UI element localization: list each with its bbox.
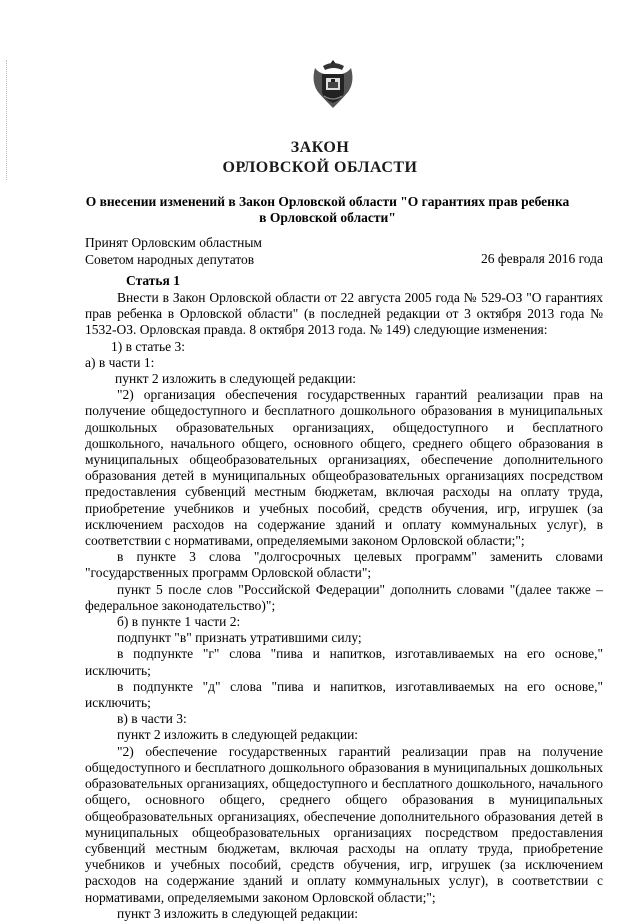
article-body (85, 290, 603, 922)
paragraph: в подпункте "г" слова "пива и напитков, изготавливаемых на его основе," исключить; (85, 646, 603, 678)
paragraph: "2) обеспечение государственных гарантий реализации прав на получение общедоступного и бесплатного дошкольного образования в муниципальных дошкольных образовательных организациях, общедоступного и бесплатного дошкольного, начального общего, основного общего, среднего общего образования в муниципальных общеобразовательных организациях, обеспечение дополнительного образования детей в муниципальных общеобразовательных организациях посредством предоставления субвенций местным бюджетам, включая расходы на оплату труда, приобретение учебников и учебных пособий, средств обучения, игр, игрушек (за исключением расходов на содержание зданий и оплату коммунальных услуг), в соответствии с нормативами, определяемыми законом Орловской области;"; (85, 743, 603, 905)
paragraph: б) в пункте 1 части 2: (117, 614, 241, 630)
paragraph: пункт 2 изложить в следующей редакции: (115, 371, 357, 387)
paragraph: в подпункте "д" слова "пива и напитков, изготавливаемых на его основе," исключить; (85, 678, 603, 711)
paragraph: пункт 3 изложить в следующей редакции: (117, 905, 359, 921)
law-subject-line: О внесении изменений в Закон Орловской области "О гарантиях прав ребенка (85, 194, 570, 209)
paragraph: пункт 2 изложить в следующей редакции: (117, 727, 359, 743)
law-region-title: ОРЛОВСКОЙ ОБЛАСТИ (222, 159, 418, 176)
paragraph: 1) в статье 3: (111, 338, 185, 354)
paragraph: в пункте 3 слова "долгосрочных целевых программ" заменить словами "государственных программ Орловской области"; (85, 549, 603, 581)
law-title: ЗАКОН (290, 139, 350, 156)
law-subject (70, 194, 585, 226)
paragraph: а) в части 1: (85, 354, 155, 370)
paragraph: Внести в Закон Орловской области от 22 августа 2005 года № 529-ОЗ "О гарантиях прав ребенка в Орловской области" (в последней редакции от 3 октября 2013 года № 1532-ОЗ. Орловская правда. 8 октября 2013 года. № 149) следующие изменения: (85, 290, 603, 338)
article-heading: Статья 1 (126, 273, 180, 288)
adoption-statement (85, 234, 262, 268)
paragraph: подпункт "в" признать утратившими силу; (117, 630, 362, 646)
paragraph: "2) организация обеспечения государственных гарантий реализации прав на получение общедоступного и бесплатного дошкольного образования в муниципальных дошкольных образовательных организациях, общедоступного и бесплатного дошкольного, начального общего, основного общего, среднего общего образования в муниципальных общеобразовательных организациях, обеспечение дополнительного образования детей в муниципальных общеобразовательных организациях посредством предоставления субвенций местным бюджетам, включая расходы на оплату труда, приобретение учебников и учебных пособий, средств обучения, игр, игрушек (за исключением расходов на содержание зданий и оплату коммунальных услуг), в соответствии с нормативами, определяемыми законом Орловской области;"; (85, 387, 603, 549)
paragraph: пункт 5 после слов "Российской Федерации" дополнить словами "(далее также – федеральное законодательство)"; (85, 581, 603, 613)
paragraph: в) в части 3: (117, 711, 187, 727)
adoption-line: Принят Орловским областным (85, 235, 262, 250)
law-subject-line: в Орловской области" (259, 210, 396, 225)
adoption-date: 26 февраля 2016 года (481, 251, 603, 266)
adoption-line: Советом народных депутатов (85, 252, 255, 267)
coat-of-arms-icon (311, 58, 356, 110)
